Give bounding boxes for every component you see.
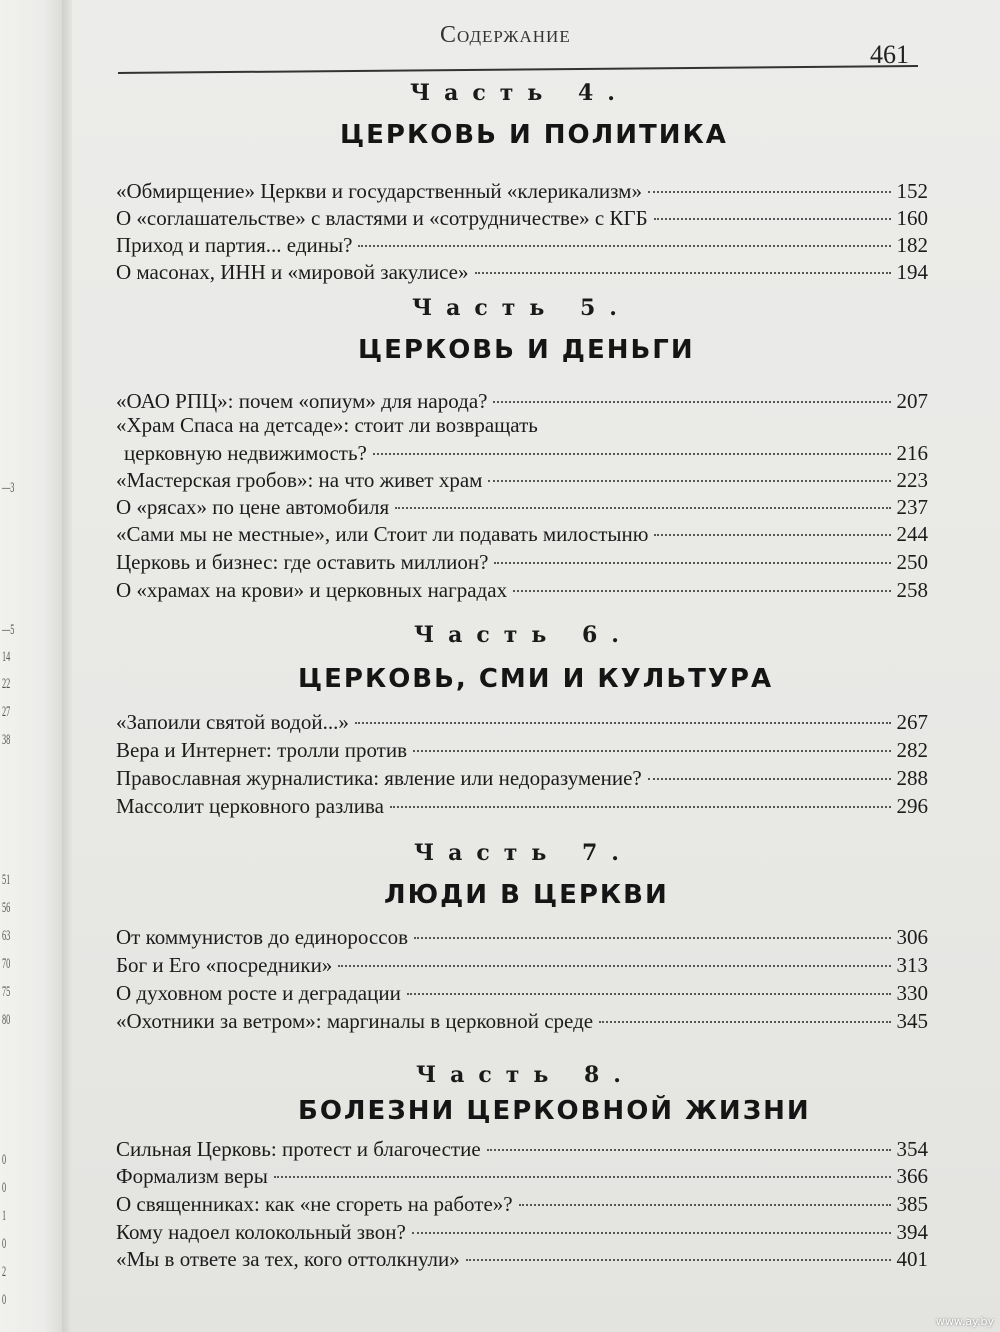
left-page-number: 22 xyxy=(2,676,11,692)
toc-entry-title: О масонах, ИНН и «мировой закулисе» xyxy=(116,260,469,284)
left-page-number: 0 xyxy=(2,1180,7,1196)
dot-leader xyxy=(654,218,891,220)
toc-entry-title: Церковь и бизнес: где оставить миллион? xyxy=(116,550,489,574)
toc-entry-page: 296 xyxy=(896,794,928,818)
toc-entry-title: «Сами мы не местные», или Стоит ли подавать милостыню xyxy=(116,522,649,546)
toc-entry-title: От коммунистов до единороссов xyxy=(116,925,408,949)
toc-entry xyxy=(116,494,928,520)
toc-entry-page: 152 xyxy=(896,179,928,203)
toc-entry-title: «Мы в ответе за тех, кого оттолкнули» xyxy=(116,1247,460,1271)
toc-entry-page: 207 xyxy=(896,389,928,413)
dot-leader xyxy=(513,590,890,592)
dot-leader xyxy=(488,480,890,482)
toc-entry-page: 237 xyxy=(896,495,928,519)
toc-entry-title: О «рясах» по цене автомобиля xyxy=(116,495,390,519)
toc-entry xyxy=(116,1163,928,1189)
dot-leader xyxy=(599,1021,890,1023)
toc-entry-page: 216 xyxy=(896,441,928,465)
toc-entry-page: 267 xyxy=(896,710,928,734)
part-label: Часть 8. xyxy=(416,1062,635,1088)
dot-leader xyxy=(648,778,891,780)
toc-entry xyxy=(116,388,928,414)
left-page-number: 51 xyxy=(2,872,11,888)
dot-leader xyxy=(475,272,891,274)
left-page-number: 75 xyxy=(2,984,11,1000)
dot-leader xyxy=(413,750,890,752)
part-label: Часть 4. xyxy=(410,80,629,106)
dot-leader xyxy=(390,806,891,808)
part-label: Часть 7. xyxy=(414,840,633,866)
toc-entry xyxy=(116,577,928,603)
toc-entry-title: «Запоили святой водой...» xyxy=(116,710,349,734)
dot-leader xyxy=(414,937,891,939)
toc-entry-title: О священниках: как «не сгореть на работе»? xyxy=(116,1192,513,1216)
toc-entry-title: О «соглашательстве» с властями и «сотрудничестве» с КГБ xyxy=(116,206,648,230)
toc-entry-page: 401 xyxy=(896,1247,928,1271)
left-page-number: 56 xyxy=(2,900,11,916)
toc-entry xyxy=(116,259,928,285)
toc-entry-page: 385 xyxy=(896,1192,928,1216)
toc-entry-page: 394 xyxy=(896,1220,928,1244)
toc-entry-page: 160 xyxy=(896,206,928,230)
toc-entry-page: 282 xyxy=(896,738,928,762)
left-page-number: 38 xyxy=(2,732,11,748)
left-page-number: 80 xyxy=(2,1012,11,1028)
toc-entry xyxy=(116,1136,928,1162)
toc-entry xyxy=(116,440,928,466)
toc-entry-title: Вера и Интернет: тролли против xyxy=(116,738,408,762)
dot-leader xyxy=(493,401,890,403)
toc-entry-title: «Обмирщение» Церкви и государственный «клерикализм» xyxy=(116,179,642,203)
toc-entry-page: 182 xyxy=(896,233,928,257)
dot-leader xyxy=(519,1204,891,1206)
toc-entry-title-continuation: церковную недвижимость? xyxy=(124,441,367,465)
left-page-number: —5 xyxy=(2,622,15,638)
toc-entry xyxy=(116,709,928,735)
toc-entry-title: «Охотники за ветром»: маргиналы в церковной среде xyxy=(116,1009,594,1033)
toc-entry xyxy=(116,549,928,575)
toc-entry-title: Бог и Его «посредники» xyxy=(116,953,333,977)
toc-entry xyxy=(116,924,928,950)
toc-entry-page: 345 xyxy=(896,1009,928,1033)
toc-entry-page: 244 xyxy=(896,522,928,546)
left-page-number: 14 xyxy=(2,649,11,665)
dot-leader xyxy=(654,534,890,536)
part-label: Часть 5. xyxy=(412,295,631,321)
left-page-number: 2 xyxy=(2,1264,7,1280)
toc-entry-page: 258 xyxy=(896,578,928,602)
left-page-number: 70 xyxy=(2,956,11,972)
toc-entry-title: «Храм Спаса на детсаде»: стоит ли возвращать xyxy=(116,413,538,437)
toc-entry-page: 330 xyxy=(896,981,928,1005)
left-page-number: 0 xyxy=(2,1236,7,1252)
dot-leader xyxy=(358,245,890,247)
toc-entry xyxy=(116,205,928,231)
toc-entry-title: О «храмах на крови» и церковных наградах xyxy=(116,578,508,602)
dot-leader xyxy=(648,191,891,193)
toc-entry xyxy=(116,793,928,819)
dot-leader xyxy=(466,1259,891,1261)
toc-entry xyxy=(116,1246,928,1272)
left-page-number: 0 xyxy=(2,1152,7,1168)
dot-leader xyxy=(412,1232,891,1234)
toc-entry-page: 354 xyxy=(896,1137,928,1161)
toc-entry-title: Приход и партия... едины? xyxy=(116,233,353,257)
dot-leader xyxy=(274,1176,891,1178)
toc-entry xyxy=(116,521,928,547)
toc-entry-title: О духовном росте и деградации xyxy=(116,981,401,1005)
toc-entry-title: Массолит церковного разлива xyxy=(116,794,384,818)
toc-entry-page: 288 xyxy=(896,766,928,790)
dot-leader xyxy=(494,562,890,564)
toc-entry-title: «ОАО РПЦ»: почем «опиум» для народа? xyxy=(116,389,488,413)
toc-entry-page: 366 xyxy=(896,1164,928,1188)
dot-leader xyxy=(338,965,890,967)
dot-leader xyxy=(355,722,891,724)
left-page-number: 27 xyxy=(2,704,11,720)
left-page-number: —3 xyxy=(2,480,15,496)
toc-entry-page: 194 xyxy=(896,260,928,284)
toc-entry xyxy=(116,765,928,791)
toc-entry xyxy=(116,1191,928,1217)
book-gutter xyxy=(62,0,72,1332)
toc-entry xyxy=(116,467,928,493)
dot-leader xyxy=(373,453,891,455)
toc-entry xyxy=(116,737,928,763)
left-page-number: 0 xyxy=(2,1292,7,1308)
running-head-title: Содержание xyxy=(440,22,571,48)
toc-entry xyxy=(116,980,928,1006)
toc-entry-page: 313 xyxy=(896,953,928,977)
part-title: БОЛЕЗНИ ЦЕРКОВНОЙ ЖИЗНИ xyxy=(298,1096,811,1126)
dot-leader xyxy=(487,1149,891,1151)
part-title: ЦЕРКОВЬ И ПОЛИТИКА xyxy=(340,120,728,150)
toc-entry-page: 250 xyxy=(896,550,928,574)
toc-entry xyxy=(116,178,928,204)
toc-entry xyxy=(116,1219,928,1245)
toc-entry-title: Сильная Церковь: протест и благочестие xyxy=(116,1137,481,1161)
toc-entry-title: Кому надоел колокольный звон? xyxy=(116,1220,406,1244)
left-facing-page xyxy=(0,0,62,1332)
toc-entry-page: 223 xyxy=(896,468,928,492)
page-number: 461 xyxy=(870,40,909,69)
part-title: ЛЮДИ В ЦЕРКВИ xyxy=(384,880,669,910)
toc-entry xyxy=(116,1008,928,1034)
toc-entry-title: Формализм веры xyxy=(116,1164,268,1188)
toc-entry-page: 306 xyxy=(896,925,928,949)
watermark: www.ay.by xyxy=(935,1315,994,1328)
left-page-number: 63 xyxy=(2,928,11,944)
left-page-number: 1 xyxy=(2,1208,7,1224)
toc-entry xyxy=(116,952,928,978)
toc-entry xyxy=(116,232,928,258)
dot-leader xyxy=(395,507,890,509)
toc-entry-title: «Мастерская гробов»: на что живет храм xyxy=(116,468,483,492)
dot-leader xyxy=(407,993,891,995)
part-title: ЦЕРКОВЬ И ДЕНЬГИ xyxy=(358,335,695,365)
part-label: Часть 6. xyxy=(414,622,633,648)
toc-entry-title: Православная журналистика: явление или недоразумение? xyxy=(116,766,642,790)
part-title: ЦЕРКОВЬ, СМИ И КУЛЬТУРА xyxy=(298,664,774,694)
